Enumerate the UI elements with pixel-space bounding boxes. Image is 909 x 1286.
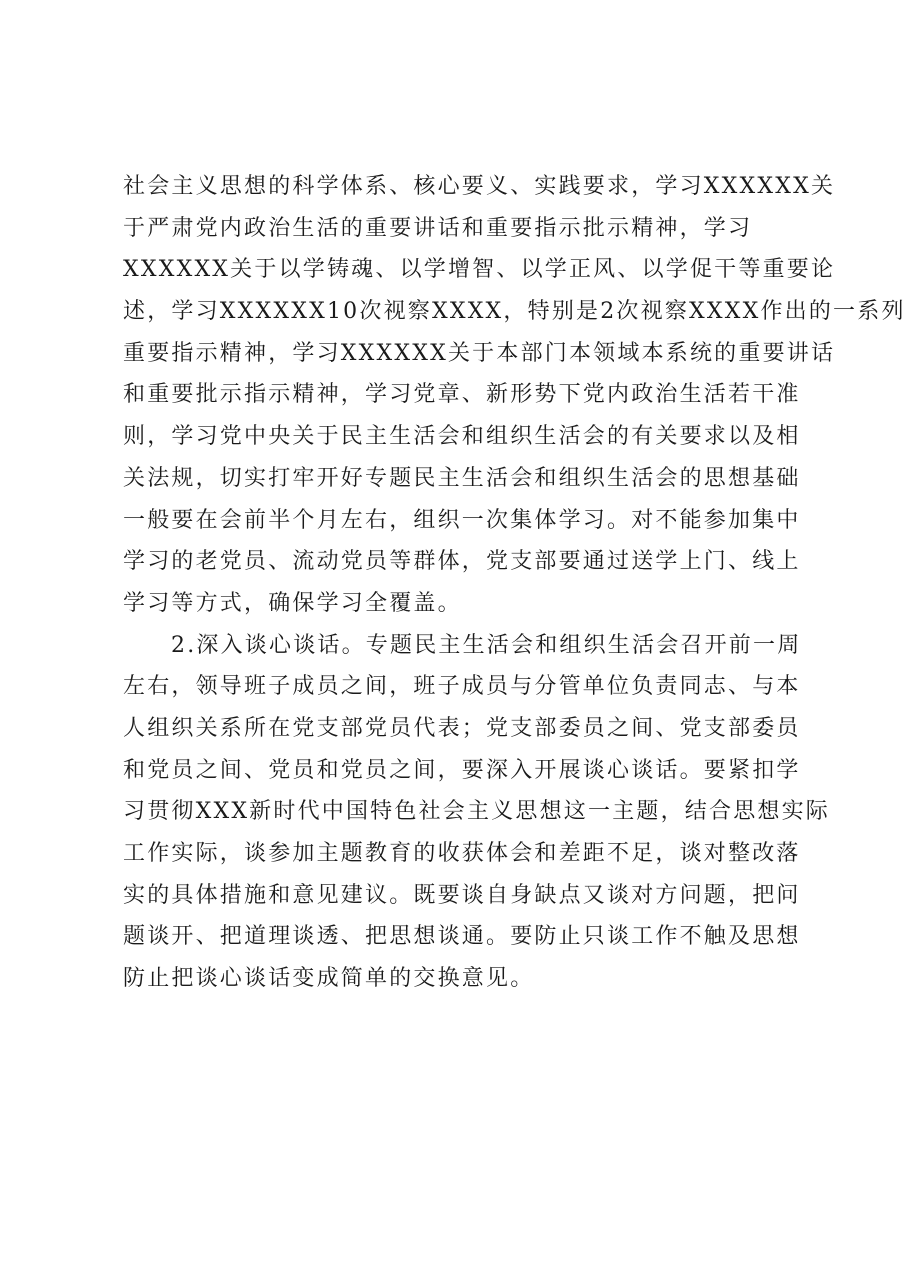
paragraph-line: 习贯彻XXX新时代中国特色社会主义思想这一主题，结合思想实际 [123, 799, 830, 825]
document-body [123, 166, 906, 1000]
paragraph-line: XXXXXX关于以学铸魂、以学增智、以学正风、以学促干等重要论 [123, 257, 836, 283]
paragraph-line: 学习等方式，确保学习全覆盖。 [123, 590, 462, 616]
paragraph-line: 社会主义思想的科学体系、核心要义、实践要求，学习XXXXXX关 [123, 174, 836, 199]
paragraph-line: 工作实际，谈参加主题教育的收获体会和差距不足，谈对整改落 [123, 841, 801, 866]
paragraph-line: 和重要批示指示精神，学习党章、新形势下党内政治生活若干准 [123, 382, 801, 408]
paragraph-line: 左右，领导班子成员之间，班子成员与分管单位负责同志、与本 [123, 674, 801, 700]
paragraph-line: 题谈开、把道理谈透、把思想谈通。要防止只谈工作不触及思想 [123, 924, 801, 950]
paragraph-line: 述，学习XXXXXX10次视察XXXX，特别是2次视察XXXX作出的一系列 [123, 299, 906, 325]
paragraph-line: 一般要在会前半个月左右，组织一次集体学习。对不能参加集中 [123, 507, 801, 533]
paragraph-line: 学习的老党员、流动党员等群体，党支部要通过送学上门、线上 [123, 549, 801, 575]
paragraph-heart-to-heart-talks [123, 625, 830, 1000]
paragraph-line: 关法规，切实打牢开好专题民主生活会和组织生活会的思想基础 [123, 465, 801, 491]
paragraph-line: 人组织关系所在党支部党员代表；党支部委员之间、党支部委员 [123, 715, 801, 741]
paragraph-first-line: 2.深入谈心谈话。专题民主生活会和组织生活会召开前一周 [171, 632, 802, 658]
paragraph-line: 于严肃党内政治生活的重要讲话和重要指示批示精神，学习 [123, 215, 753, 241]
paragraph-line: 则，学习党中央关于民主生活会和组织生活会的有关要求以及相 [123, 424, 801, 450]
paragraph-line: 重要指示精神，学习XXXXXX关于本部门本领域本系统的重要讲话 [123, 340, 836, 366]
paragraph-line: 防止把谈心谈话变成简单的交换意见。 [123, 966, 535, 992]
paragraph-line: 和党员之间、党员和党员之间，要深入开展谈心谈话。要紧扣学 [123, 757, 801, 783]
paragraph-line: 实的具体措施和意见建议。既要谈自身缺点又谈对方问题，把问 [123, 882, 801, 908]
paragraph-study [123, 166, 906, 625]
